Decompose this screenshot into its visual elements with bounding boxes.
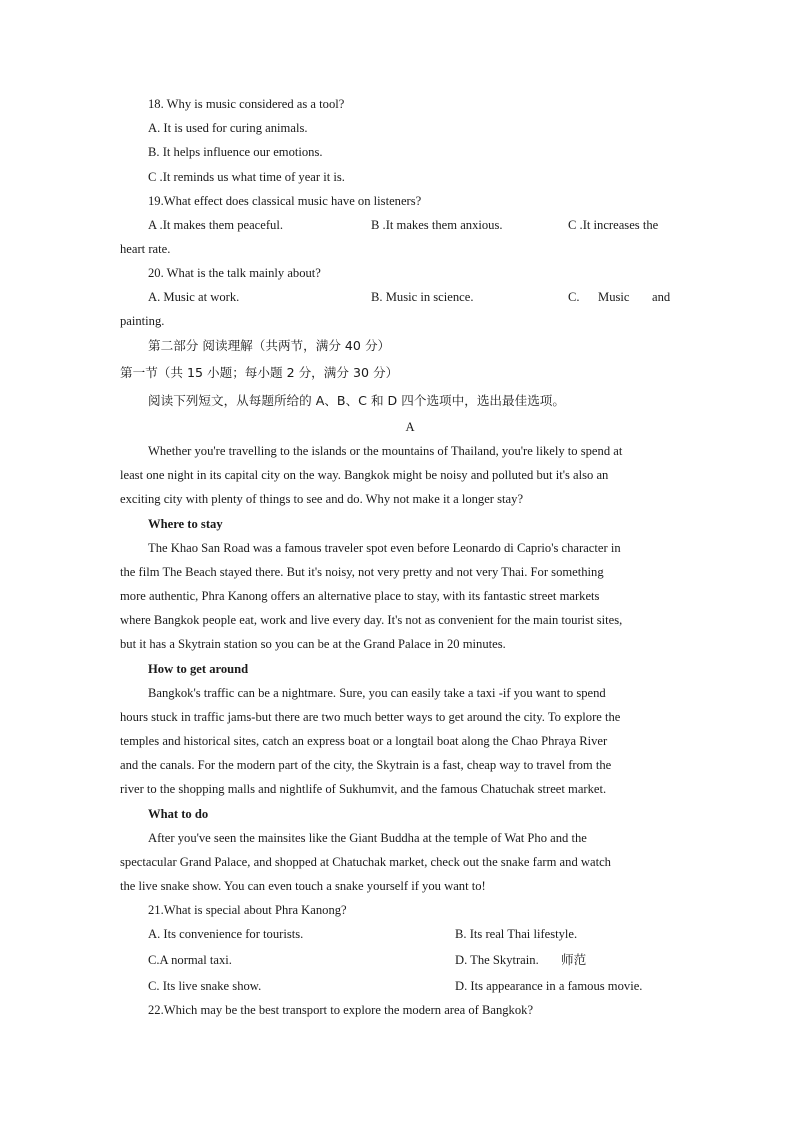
stay-line: where Bangkok people eat, work and live every day. It's not as convenient for the main tourist sites, bbox=[120, 613, 623, 627]
stay-line: more authentic, Phra Kanong offers an alternative place to stay, with its fantastic street markets bbox=[120, 589, 600, 603]
q20-stem: 20. What is the talk mainly about? bbox=[148, 266, 321, 280]
q21-option-a: A. Its convenience for tourists. bbox=[148, 927, 304, 941]
do-line: spectacular Grand Palace, and shopped at Chatuchak market, check out the snake farm and watch bbox=[120, 855, 611, 869]
passage-letter: A bbox=[405, 420, 415, 434]
intro-line: least one night in its capital city on the way. Bangkok might be noisy and polluted but it's also an bbox=[120, 468, 609, 482]
section-one-heading: 第一节（共 15 小题；每小题 2 分，满分 30 分） bbox=[120, 365, 399, 380]
q21-option-d: D. The Skytrain. bbox=[455, 953, 539, 967]
q20-option-c-word1: Music bbox=[598, 290, 630, 304]
intro-line: Whether you're travelling to the islands or the mountains of Thailand, you're likely to spend at bbox=[148, 444, 623, 458]
q21-option-b: B. Its real Thai lifestyle. bbox=[455, 927, 578, 941]
q21-stem: 21.What is special about Phra Kanong? bbox=[148, 903, 347, 917]
around-line: and the canals. For the modern part of the city, the Skytrain is a fast, cheap way to travel from the bbox=[120, 758, 612, 772]
q20-option-c-continued: painting. bbox=[120, 314, 165, 328]
get-around-heading: How to get around bbox=[148, 662, 249, 676]
around-line: temples and historical sites, catch an express boat or a longtail boat along the Chao Phraya River bbox=[120, 734, 608, 748]
q18-option-b: B. It helps influence our emotions. bbox=[148, 145, 323, 159]
do-line: the live snake show. You can even touch a snake yourself if you want to! bbox=[120, 879, 486, 893]
q19-option-b: B .It makes them anxious. bbox=[371, 218, 503, 232]
around-line: Bangkok's traffic can be a nightmare. Sure, you can easily take a taxi -if you want to spend bbox=[148, 686, 606, 700]
q18-option-a: A. It is used for curing animals. bbox=[148, 121, 308, 135]
stay-line: the film The Beach stayed there. But it's noisy, not very pretty and not very Thai. For something bbox=[120, 565, 604, 579]
q22-stem: 22.Which may be the best transport to explore the modern area of Bangkok? bbox=[148, 1003, 534, 1017]
q20-option-c-letter: C. bbox=[568, 290, 580, 304]
where-to-stay-heading: Where to stay bbox=[148, 517, 223, 531]
do-line: After you've seen the mainsites like the Giant Buddha at the temple of Wat Pho and the bbox=[148, 831, 587, 845]
q21-option-c: C.A normal taxi. bbox=[148, 953, 232, 967]
intro-line: exciting city with plenty of things to see and do. Why not make it a longer stay? bbox=[120, 492, 524, 506]
q19-option-a: A .It makes them peaceful. bbox=[148, 218, 283, 232]
q19-option-c: C .It increases the bbox=[568, 218, 659, 232]
q21-option-c2: C. Its live snake show. bbox=[148, 979, 262, 993]
q20-option-a: A. Music at work. bbox=[148, 290, 240, 304]
what-to-do-heading: What to do bbox=[148, 807, 209, 821]
q20-option-c-word2: and bbox=[652, 290, 671, 304]
q18-option-c: C .It reminds us what time of year it is. bbox=[148, 170, 345, 184]
instructions: 阅读下列短文，从每题所给的 A、B、C 和 D 四个选项中，选出最佳选项。 bbox=[148, 393, 565, 408]
stay-line: but it has a Skytrain station so you can be at the Grand Palace in 20 minutes. bbox=[120, 637, 506, 651]
part-two-heading: 第二部分 阅读理解（共两节，满分 40 分） bbox=[148, 338, 391, 353]
q18-stem: 18. Why is music considered as a tool? bbox=[148, 97, 345, 111]
q19-option-c-continued: heart rate. bbox=[120, 242, 171, 256]
stay-line: The Khao San Road was a famous traveler spot even before Leonardo di Caprio's character in bbox=[148, 541, 621, 555]
q19-stem: 19.What effect does classical music have on listeners? bbox=[148, 194, 422, 208]
around-line: river to the shopping malls and nightlife of Sukhumvit, and the famous Chatuchak street market. bbox=[120, 782, 607, 796]
q21-option-d2: D. Its appearance in a famous movie. bbox=[455, 979, 643, 993]
q20-option-b: B. Music in science. bbox=[371, 290, 474, 304]
around-line: hours stuck in traffic jams-but there are two much better ways to get around the city. To explore the bbox=[120, 710, 621, 724]
q21-option-d-extra: 师范 bbox=[561, 952, 587, 967]
